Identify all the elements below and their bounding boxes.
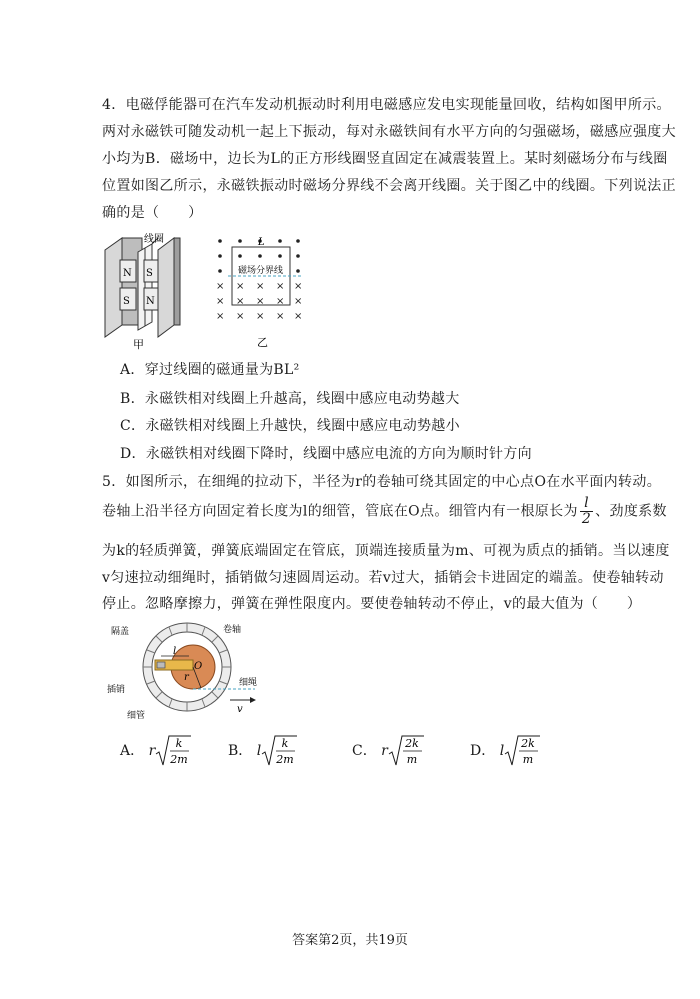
q5-option-d-coef: l (499, 743, 505, 759)
q5-line-1: 5．如图所示，在细绳的拉动下，半径为r的卷轴可绕其固定的中心点O在水平面内转动。 (102, 474, 662, 490)
svg-text:×: × (236, 281, 245, 292)
q4-option-a-letter: A． (120, 362, 145, 378)
svg-text:×: × (216, 311, 225, 322)
svg-text:×: × (256, 296, 265, 307)
q5-line-5: 停止。忽略摩擦力，弹簧在弹性限度内。要使卷轴转动不停止，v的最大值为（ ） (102, 596, 642, 612)
jia-n-top: N (123, 268, 132, 279)
q5-option-b-letter: B． (228, 743, 253, 759)
figure-yi (210, 230, 310, 350)
svg-text:×: × (276, 281, 285, 292)
jia-caption: 甲 (133, 338, 144, 350)
q5-option-b-num: k (281, 737, 289, 750)
q4-option-c (120, 415, 460, 435)
jia-s-bottom: S (123, 296, 130, 307)
q5-option-c-letter: C． (352, 743, 377, 759)
q5-option-a-sqrt (155, 734, 191, 768)
jia-n-bottom: N (146, 296, 155, 307)
q5-option-d-sqrt (504, 734, 540, 768)
q5-line-2-post: 、劲度系数 (595, 503, 667, 520)
reel-O-label: O (194, 661, 203, 672)
yi-boundary-label: 磁场分界线 (238, 266, 284, 276)
q5-fraction-num: l (580, 496, 593, 512)
q5-option-b-coef: l (256, 743, 262, 759)
q5-line-2 (102, 496, 667, 527)
q5-option-d-den: m (522, 753, 534, 766)
svg-text:×: × (294, 296, 303, 307)
q4-option-a-text: 穿过线圈的磁通量为BL² (144, 362, 300, 378)
svg-text:×: × (294, 311, 303, 322)
q4-line-3: 小均为B．磁场中，边长为L的正方形线圈竖直固定在减震装置上。某时刻磁场分布与线圈 (102, 151, 668, 167)
q5-option-a (120, 734, 191, 768)
q5-option-d-num: 2k (521, 737, 536, 750)
q4-option-d-letter: D． (120, 446, 146, 462)
page-footer: 答案第2页，共19页 (292, 933, 408, 948)
yi-caption: 乙 (257, 336, 268, 349)
reel-pin-label: 插销 (107, 685, 126, 695)
q5-line-2-pre: 卷轴上沿半径方向固定着长度为l的细管，管底在O点。细管内有一根原长为 (102, 503, 578, 520)
q5-option-b-den: 2m (276, 753, 294, 766)
q4-option-c-text: 永磁铁相对线圈上升越快，线圈中感应电动势越小 (145, 418, 460, 434)
reel-rope-label: 细绳 (239, 678, 258, 688)
q5-option-d (470, 734, 540, 768)
svg-text:×: × (294, 281, 303, 292)
q4-line-4: 位置如图乙所示，永磁铁振动时磁场分界线不会离开线圈。关于图乙中的线圈。下列说法正 (102, 178, 676, 194)
yi-L-label: L (258, 237, 265, 248)
q5-option-b-sqrt (261, 734, 297, 768)
reel-l-label: l (173, 646, 177, 657)
reel-v-label: v (237, 704, 243, 715)
q5-option-b (228, 734, 297, 768)
q4-option-d-text: 永磁铁相对线圈下降时，线圈中感应电流的方向为顺时针方向 (145, 446, 532, 462)
q5-option-a-den: 2m (170, 753, 188, 766)
svg-text:×: × (216, 296, 225, 307)
q4-option-d (120, 443, 532, 463)
svg-text:×: × (236, 296, 245, 307)
q4-option-a (120, 359, 300, 379)
q5-fraction (580, 496, 593, 527)
svg-text:×: × (276, 296, 285, 307)
q4-option-b-letter: B． (120, 391, 145, 407)
reel-endcap-label: 隔盖 (111, 627, 130, 637)
q4-line-2: 两对永磁铁可随发动机一起上下振动，每对永磁铁间有水平方向的匀强磁场，磁感应强度大 (102, 124, 676, 140)
q5-option-a-letter: A． (120, 743, 145, 759)
q5-option-c-num: 2k (405, 737, 419, 750)
q5-line-3: 为k的轻质弹簧，弹簧底端固定在管底，顶端连接质量为m、可视为质点的插销。当以速度 (102, 543, 670, 559)
q5-option-a-coef: r (148, 743, 156, 759)
q5-line-4: v匀速拉动细绳时，插销做匀速圆周运动。若v过大，插销会卡进固定的端盖。使卷轴转动 (102, 570, 664, 586)
jia-s-top: S (146, 268, 153, 279)
q4-option-c-letter: C． (120, 418, 146, 434)
reel-reel-label: 卷轴 (223, 625, 242, 635)
q5-option-c-den: m (406, 753, 418, 766)
q4-line-5: 确的是（ ） (102, 205, 203, 221)
svg-text:×: × (256, 311, 265, 322)
svg-text:×: × (256, 281, 265, 292)
svg-text:×: × (276, 311, 285, 322)
q4-option-b (120, 388, 460, 408)
figure-reel (105, 620, 275, 720)
jia-coil-label: 线圈 (144, 234, 164, 245)
reel-r-label: r (184, 672, 189, 683)
svg-text:×: × (236, 311, 245, 322)
q4-line-1: 4．电磁俘能器可在汽车发动机振动时利用电磁感应发电实现能量回收，结构如图甲所示。 (102, 97, 671, 113)
svg-text:×: × (216, 281, 225, 292)
q5-option-c (352, 734, 424, 768)
q5-option-d-letter: D． (470, 743, 496, 759)
q5-fraction-den: 2 (581, 511, 592, 527)
reel-tube-label: 细管 (127, 711, 146, 720)
figure-jia (100, 230, 200, 350)
q5-option-c-sqrt (388, 734, 424, 768)
q4-option-b-text: 永磁铁相对线圈上升越高，线圈中感应电动势越大 (144, 391, 460, 407)
q5-option-a-num: k (175, 737, 183, 750)
q5-option-c-coef: r (381, 743, 388, 759)
